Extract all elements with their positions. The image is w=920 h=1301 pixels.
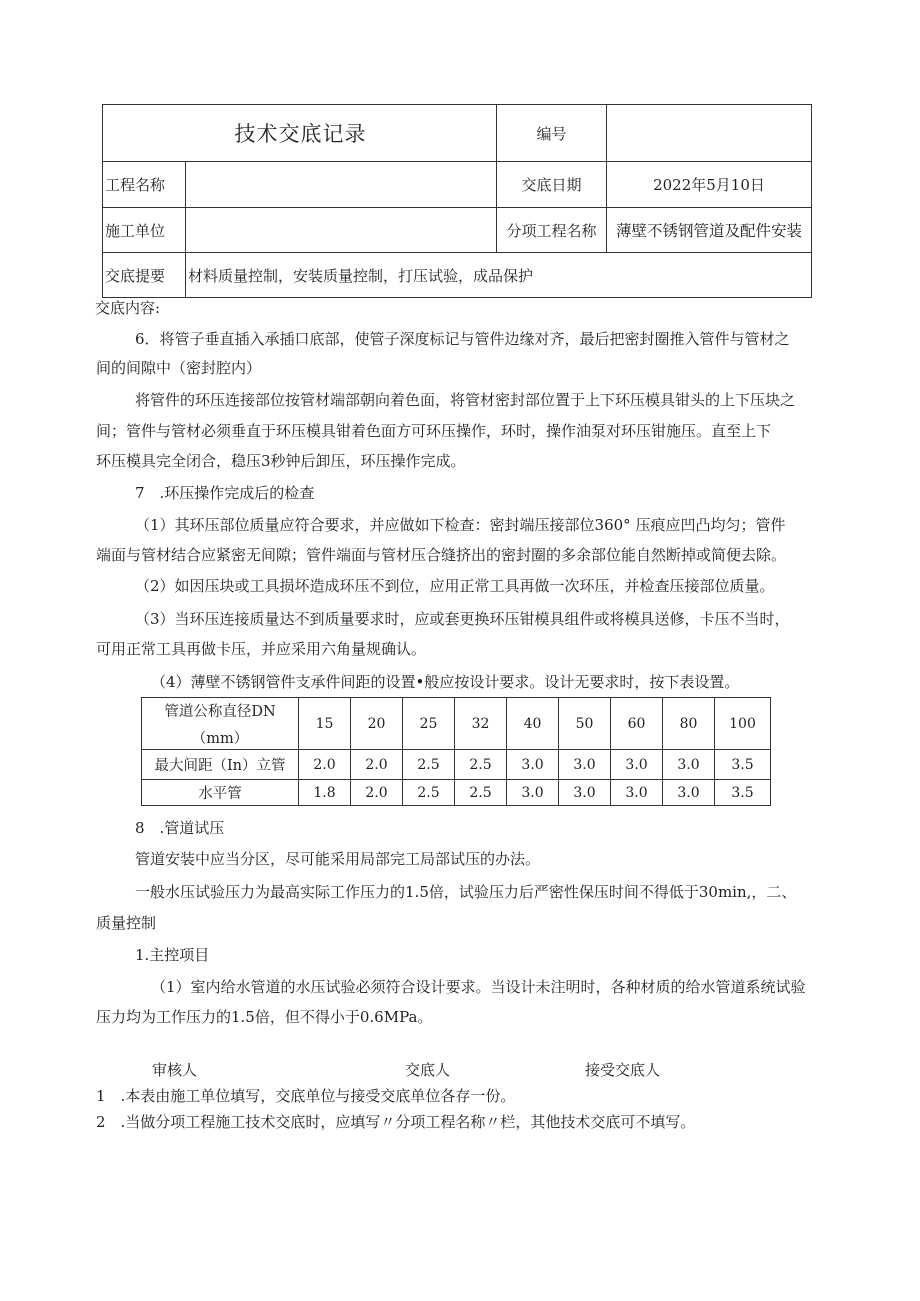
paragraph-6-line-1: 6．将管子垂直插入承插口底部，使管子深度标记与管件边缘对齐，最后把密封圈推入管件与管材之 — [135, 330, 790, 348]
quality-control-paragraph-line-1: （1）室内给水管道的水压试验必须符合设计要求。当设计未注明时，各种材质的给水管道系统试验 — [151, 978, 806, 996]
dn-cell: 60 — [611, 698, 663, 750]
sub-project-label: 分项工程名称 — [497, 208, 607, 253]
vertical-cell: 2.5 — [403, 750, 455, 780]
section-7-title: 7 .环压操作完成后的检查 — [135, 484, 315, 502]
project-name-label: 工程名称 — [103, 162, 186, 208]
section-7-4: （4）薄壁不锈钢管件支承件间距的设置•般应按设计要求。设计无要求时，按下表设置。 — [151, 673, 740, 691]
dn-cell: 32 — [455, 698, 507, 750]
horizontal-cell: 3.0 — [663, 780, 715, 806]
receiver-label: 接受交底人 — [585, 1061, 661, 1079]
horizontal-pipe-label: 水平管 — [142, 780, 299, 806]
number-label: 编号 — [497, 105, 607, 162]
construction-unit-value[interactable] — [186, 208, 497, 253]
vertical-cell: 2.0 — [351, 750, 403, 780]
section-7-1-line-1: （1）其环压部位质量应符合要求，并应做如下检查：密封端压接部位360° 压痕应凹凸均匀；管件 — [135, 516, 786, 534]
dn-cell: 15 — [299, 698, 351, 750]
paragraph-6b-line-1: 将管件的环压连接部位按管材端部朝向着色面，将管材密封部位置于上下环压模具钳头的上下压块之 — [135, 391, 796, 409]
construction-unit-label: 施工单位 — [103, 208, 186, 253]
dn-cell: 100 — [715, 698, 771, 750]
horizontal-cell: 1.8 — [299, 780, 351, 806]
vertical-cell: 3.0 — [507, 750, 559, 780]
vertical-cell: 3.5 — [715, 750, 771, 780]
section-7-3-line-1: （3）当环压连接质量达不到质量要求时，应或套更换环压钳模具组件或将模具送修，卡压不当时， — [135, 610, 790, 628]
dn-header-cell — [142, 698, 299, 750]
quality-control-paragraph-line-2: 压力均为工作压力的1.5倍，但不得小于0.6MPa。 — [96, 1008, 433, 1026]
number-value[interactable] — [607, 105, 812, 162]
vertical-cell: 3.0 — [663, 750, 715, 780]
vertical-cell: 3.0 — [559, 750, 611, 780]
dn-header-line-1: 管道公称直径DN — [164, 703, 276, 720]
paragraph-6b-line-2: 间；管件与管材必须垂直于环压模具钳着色面方可环压操作，环时，操作油泵对环压钳施压。直至上下 — [96, 422, 772, 440]
dn-cell: 50 — [559, 698, 611, 750]
date-value[interactable]: 2022年5月10日 — [607, 162, 812, 208]
note-2: 2 .当做分项工程施工技术交底时，应填写〃分项工程名称〃栏，其他技术交底可不填写。 — [96, 1113, 696, 1131]
quality-control-title: 1.主控项目 — [135, 946, 210, 964]
dn-cell: 40 — [507, 698, 559, 750]
vertical-cell: 2.5 — [455, 750, 507, 780]
horizontal-cell: 2.5 — [403, 780, 455, 806]
paragraph-6b-line-3: 环压模具完全闭合，稳压3秒钟后卸压，环压操作完成。 — [96, 452, 466, 470]
header-table — [102, 104, 812, 298]
vertical-cell: 2.0 — [299, 750, 351, 780]
dn-cell: 20 — [351, 698, 403, 750]
vertical-pipe-label: 最大间距（In）立管 — [142, 750, 299, 780]
dn-cell: 80 — [663, 698, 715, 750]
dn-header-line-2: （mm） — [191, 730, 249, 747]
paragraph-6-line-2: 间的间隙中（密封腔内） — [96, 359, 262, 377]
section-8-title: 8 .管道试压 — [135, 819, 225, 837]
horizontal-cell: 2.5 — [455, 780, 507, 806]
note-1: 1 .本表由施工单位填写，交底单位与接受交底单位各存一份。 — [96, 1087, 516, 1105]
section-7-3-line-2: 可用正常工具再做卡压，并应采用六角量规确认。 — [96, 640, 427, 658]
date-label: 交底日期 — [497, 162, 607, 208]
sub-project-value[interactable]: 薄壁不锈钢管道及配件安装 — [607, 208, 812, 253]
content-heading: 交底内容: — [95, 299, 161, 317]
vertical-cell: 3.0 — [611, 750, 663, 780]
section-8-paragraph-2-line-2: 质量控制 — [96, 914, 157, 932]
summary-label: 交底提要 — [103, 253, 186, 298]
section-7-1-line-2: 端面与管材结合应紧密无间隙；管件端面与管材压合缝挤出的密封圈的多余部位能自然断掉或简便去除。 — [96, 546, 787, 564]
horizontal-cell: 3.0 — [611, 780, 663, 806]
summary-value[interactable]: 材料质量控制，安装质量控制，打压试验，成品保护 — [186, 253, 812, 298]
section-7-2: （2）如因压块或工具损坏造成环压不到位，应用正常工具再做一次环压，并检查压接部位质量。 — [135, 577, 775, 595]
horizontal-cell: 3.0 — [559, 780, 611, 806]
document-title: 技术交底记录 — [103, 105, 497, 162]
horizontal-cell: 2.0 — [351, 780, 403, 806]
reviewer-label: 审核人 — [152, 1061, 198, 1079]
dn-cell: 25 — [403, 698, 455, 750]
horizontal-cell: 3.0 — [507, 780, 559, 806]
horizontal-cell: 3.5 — [715, 780, 771, 806]
support-spacing-table — [141, 697, 771, 806]
project-name-value[interactable] — [186, 162, 497, 208]
discloser-label: 交底人 — [405, 1061, 451, 1079]
section-8-paragraph-2-line-1: 一般水压试验压力为最高实际工作压力的1.5倍，试验压力后严密性保压时间不得低于30min,，二、 — [135, 883, 797, 901]
section-8-paragraph-1: 管道安装中应当分区，尽可能采用局部完工局部试压的办法。 — [135, 850, 541, 868]
